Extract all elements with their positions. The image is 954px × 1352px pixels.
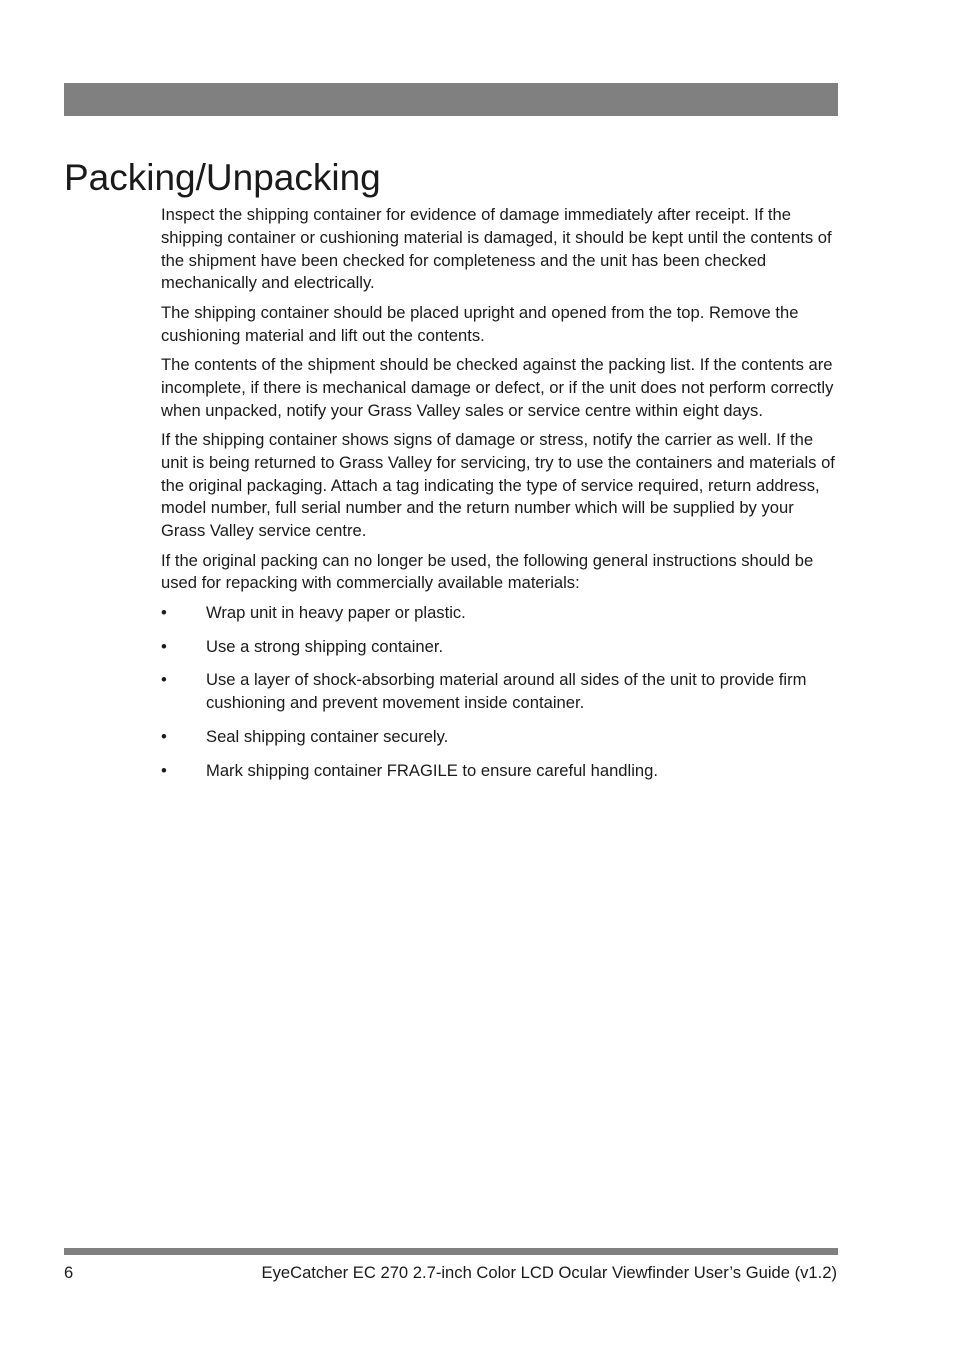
list-item-text: Mark shipping container FRAGILE to ensure careful handling. bbox=[206, 760, 658, 780]
bullet-mark: • bbox=[161, 726, 167, 746]
repacking-instructions-list bbox=[161, 602, 841, 783]
body-content bbox=[161, 204, 841, 783]
bullet-mark: • bbox=[161, 670, 167, 690]
paragraph-contents-check: The contents of the shipment should be checked against the packing list. If the contents are incomplete, if there is mechanical damage or defect, or if the unit does not perform correctly when unpacked, notify your Grass Valley sales or service centre within eight days. bbox=[161, 354, 834, 420]
footer-rule-bar bbox=[64, 1248, 838, 1255]
bullet-mark: • bbox=[161, 636, 167, 656]
footer-page-number: 6 bbox=[64, 1263, 74, 1282]
bullet-mark: • bbox=[161, 602, 167, 622]
list-item bbox=[161, 636, 841, 659]
page-title: Packing/Unpacking bbox=[64, 157, 381, 198]
bullet-mark: • bbox=[161, 760, 167, 780]
paragraph-inspect: Inspect the shipping container for evidence of damage immediately after receipt. If the shipping container or cushioning material is damaged, it should be kept until the contents of the shipment have been checked for completeness and the unit has been checked mechanically and electrically. bbox=[161, 205, 832, 293]
list-item bbox=[161, 669, 841, 715]
paragraph-damage-return: If the shipping container shows signs of damage or stress, notify the carrier as well. If the unit is being returned to Grass Valley for servicing, try to use the containers and materials of the original packaging. Attach a tag indicating the type of service required, return address, model number, full serial number and the return number which will be supplied by your Grass Valley service centre. bbox=[161, 429, 835, 541]
list-item bbox=[161, 726, 841, 749]
footer-document-title: EyeCatcher EC 270 2.7-inch Color LCD Ocular Viewfinder User’s Guide (v1.2) bbox=[261, 1263, 837, 1282]
list-item bbox=[161, 602, 841, 625]
list-item-text: Use a strong shipping container. bbox=[206, 636, 444, 656]
paragraph-repacking-intro: If the original packing can no longer be used, the following general instructions should be used for repacking with commercially available materials: bbox=[161, 550, 814, 593]
list-item-text: Use a layer of shock-absorbing material around all sides of the unit to provide firm cushioning and prevent movement inside container. bbox=[206, 670, 807, 713]
header-rule-bar bbox=[64, 83, 838, 116]
list-item bbox=[161, 760, 841, 783]
paragraph-placement: The shipping container should be placed upright and opened from the top. Remove the cushioning material and lift out the contents. bbox=[161, 302, 799, 345]
list-item-text: Seal shipping container securely. bbox=[206, 726, 449, 746]
list-item-text: Wrap unit in heavy paper or plastic. bbox=[206, 602, 466, 622]
